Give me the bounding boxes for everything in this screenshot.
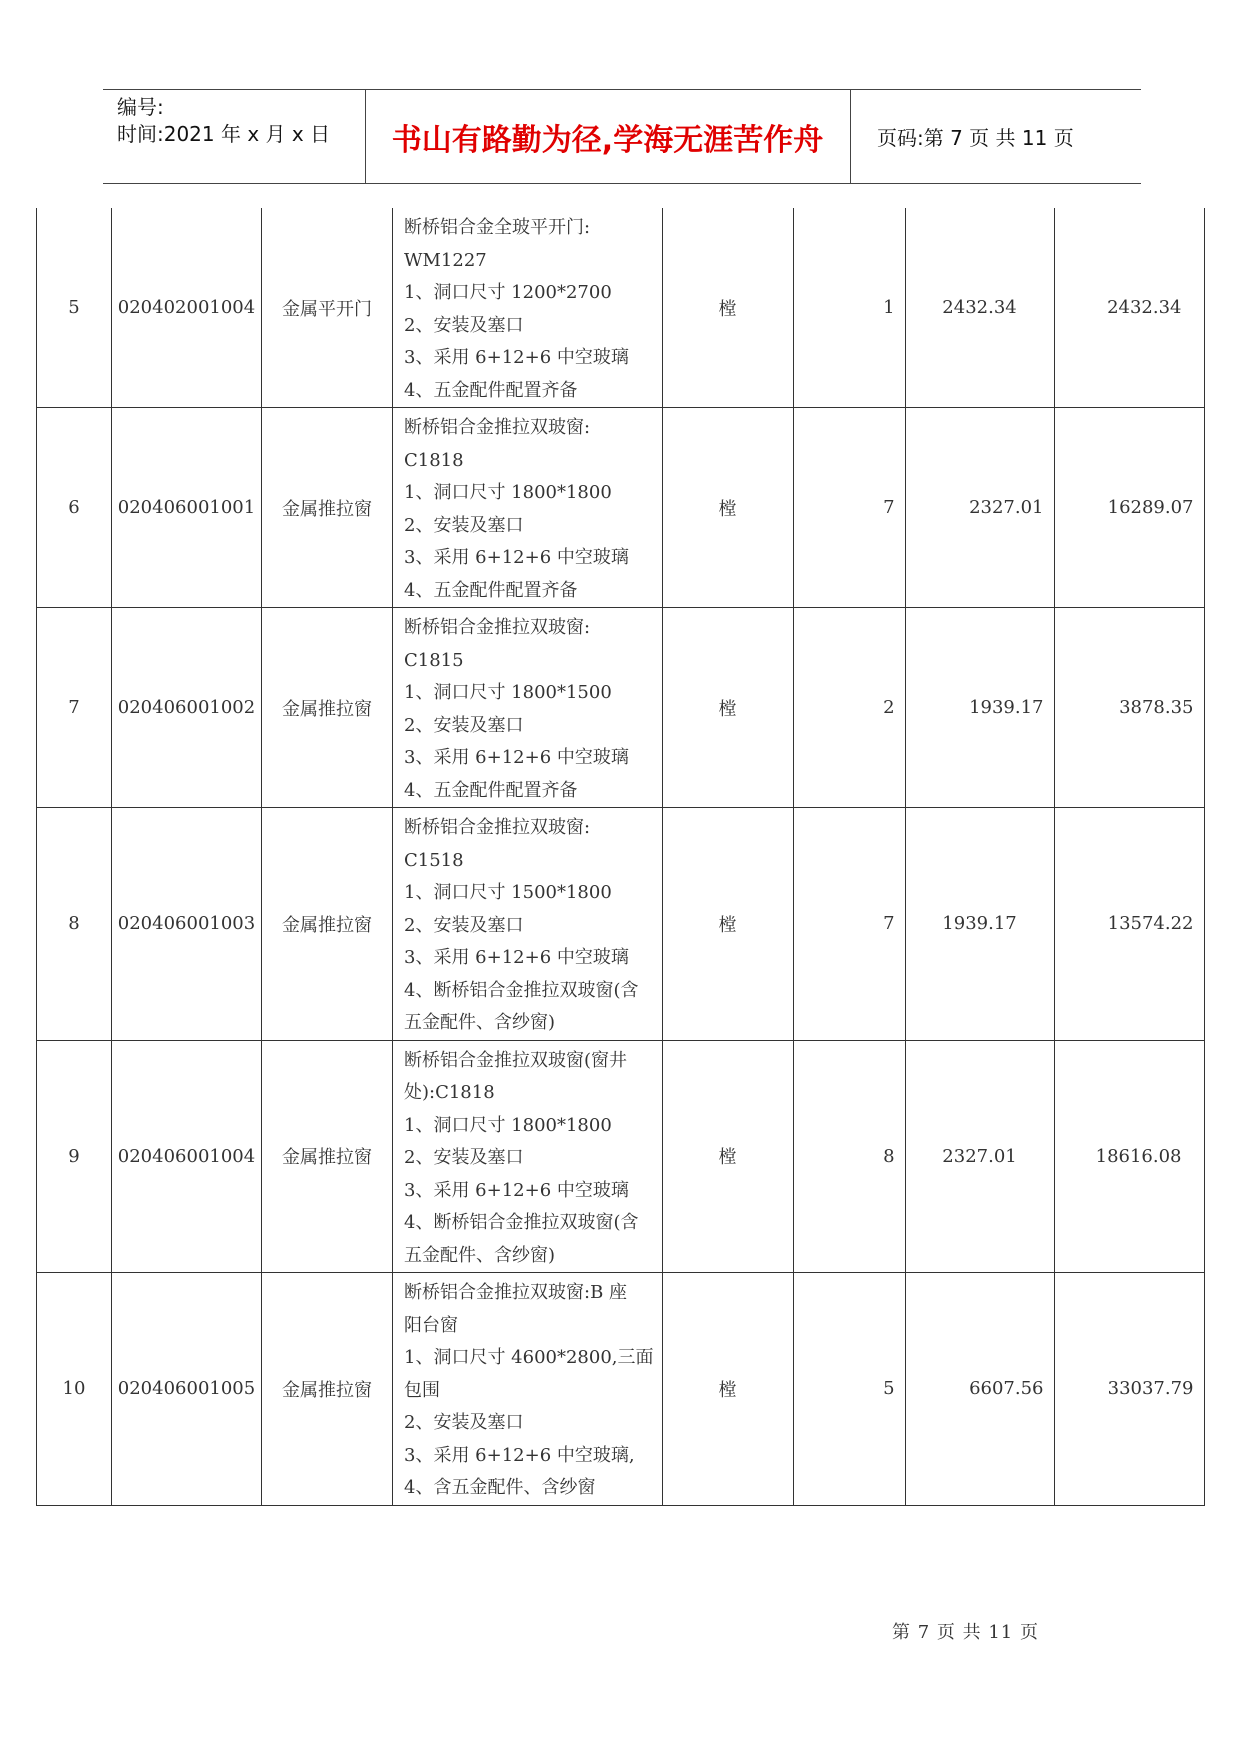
description-line: 4、断桥铝合金推拉双玻窗(含 [404, 979, 639, 1001]
description-line: 处):C1818 [404, 1082, 495, 1103]
description-line: 断桥铝合金推拉双玻窗: [404, 817, 591, 838]
description-line: 3、采用 6+12+6 中空玻璃 [404, 747, 629, 768]
description-line: 五金配件、含纱窗) [404, 1012, 556, 1033]
page-header [103, 89, 1141, 184]
description-line: 断桥铝合金全玻平开门: [404, 217, 591, 238]
item-quantity-cell: 2 [793, 608, 905, 808]
item-number-cell: 10 [37, 1273, 112, 1506]
item-code-cell: 020406001003 [112, 808, 262, 1041]
item-number-cell: 8 [37, 808, 112, 1041]
description-line: 阳台窗 [404, 1314, 458, 1336]
description-line: 1、洞口尺寸 1800*1800 [404, 1114, 612, 1136]
table-row [37, 208, 1205, 408]
description-line: 断桥铝合金推拉双玻窗: [404, 417, 591, 438]
item-code-cell: 020402001004 [112, 208, 262, 408]
description-line: 3、采用 6+12+6 中空玻璃 [404, 547, 629, 568]
item-number-cell: 6 [37, 408, 112, 608]
item-description-cell [393, 1040, 663, 1273]
table-body [37, 208, 1205, 1505]
item-name-cell: 金属推拉窗 [262, 408, 393, 608]
description-line: 4、含五金配件、含纱窗 [404, 1477, 596, 1498]
table-row [37, 608, 1205, 808]
description-line: 断桥铝合金推拉双玻窗:B 座 [404, 1282, 628, 1303]
description-line: 1、洞口尺寸 1800*1800 [404, 482, 612, 503]
item-number-cell: 5 [37, 208, 112, 408]
description-line: 1、洞口尺寸 1200*2700 [404, 282, 612, 303]
item-description-cell [393, 1273, 663, 1506]
item-name-cell: 金属推拉窗 [262, 1273, 393, 1506]
item-total-cell: 16289.07 [1054, 408, 1204, 608]
description-line: 1、洞口尺寸 1500*1800 [404, 882, 612, 903]
description-line: 2、安装及塞口 [404, 914, 524, 936]
item-code-cell: 020406001001 [112, 408, 262, 608]
description-line: 2、安装及塞口 [404, 514, 524, 536]
item-description-cell [393, 408, 663, 608]
item-name-cell: 金属推拉窗 [262, 1040, 393, 1273]
item-unit-price-cell: 1939.17 [905, 608, 1054, 808]
table-row [37, 808, 1205, 1041]
item-code-cell: 020406001004 [112, 1040, 262, 1273]
item-quantity-cell: 7 [793, 408, 905, 608]
item-unit-price-cell: 6607.56 [905, 1273, 1054, 1506]
table-row [37, 1040, 1205, 1273]
item-total-cell: 18616.08 [1054, 1040, 1204, 1273]
item-unit-cell: 樘 [662, 1040, 793, 1273]
description-line: 3、采用 6+12+6 中空玻璃, [404, 1444, 635, 1466]
item-quantity-cell: 5 [793, 1273, 905, 1506]
item-name-cell: 金属推拉窗 [262, 808, 393, 1041]
description-line: 2、安装及塞口 [404, 1412, 524, 1433]
header-page-number: 页码:第 7 页 共 11 页 [877, 126, 1074, 150]
description-line: 2、安装及塞口 [404, 1147, 524, 1168]
description-line: C1818 [404, 449, 464, 471]
description-line: 1、洞口尺寸 1800*1500 [404, 682, 612, 703]
item-unit-price-cell: 1939.17 [905, 808, 1054, 1041]
item-code-cell: 020406001005 [112, 1273, 262, 1506]
description-line: 2、安装及塞口 [404, 314, 524, 336]
item-unit-cell: 樘 [662, 608, 793, 808]
item-description-cell [393, 808, 663, 1041]
item-total-cell: 3878.35 [1054, 608, 1204, 808]
item-unit-cell: 樘 [662, 208, 793, 408]
description-line: 1、洞口尺寸 4600*2800,三面 [404, 1347, 654, 1368]
item-number-cell: 7 [37, 608, 112, 808]
item-unit-price-cell: 2327.01 [905, 1040, 1054, 1273]
item-code-cell: 020406001002 [112, 608, 262, 808]
item-unit-cell: 樘 [662, 808, 793, 1041]
description-line: 3、采用 6+12+6 中空玻璃 [404, 347, 629, 368]
item-quantity-cell: 1 [793, 208, 905, 408]
item-unit-cell: 樘 [662, 408, 793, 608]
item-description-cell [393, 608, 663, 808]
description-line: 4、五金配件配置齐备 [404, 379, 578, 401]
item-total-cell: 33037.79 [1054, 1273, 1204, 1506]
item-name-cell: 金属推拉窗 [262, 608, 393, 808]
description-line: 4、五金配件配置齐备 [404, 579, 578, 601]
description-line: 2、安装及塞口 [404, 714, 524, 736]
header-motto: 书山有路勤为径,学海无涯苦作舟 [391, 122, 824, 158]
item-name-cell: 金属平开门 [262, 208, 393, 408]
description-line: 3、采用 6+12+6 中空玻璃 [404, 947, 629, 968]
description-line: 断桥铝合金推拉双玻窗(窗井 [404, 1049, 628, 1071]
bill-of-quantities-table [36, 208, 1205, 1506]
description-line: C1815 [404, 649, 464, 671]
description-line: 4、断桥铝合金推拉双玻窗(含 [404, 1212, 639, 1233]
item-number-cell: 9 [37, 1040, 112, 1273]
page-footer: 第 7 页 共 11 页 [892, 1622, 1039, 1643]
description-line: 3、采用 6+12+6 中空玻璃 [404, 1179, 629, 1201]
header-meta [117, 94, 330, 148]
item-total-cell: 13574.22 [1054, 808, 1204, 1041]
item-description-cell [393, 208, 663, 408]
description-line: C1518 [404, 849, 464, 871]
item-total-cell: 2432.34 [1054, 208, 1204, 408]
serial-label: 编号: [117, 95, 164, 119]
description-line: 断桥铝合金推拉双玻窗: [404, 617, 591, 638]
time-label: 时间:2021 年 x 月 x 日 [117, 122, 331, 146]
description-line: 五金配件、含纱窗) [404, 1244, 556, 1266]
description-line: WM1227 [404, 249, 487, 271]
table-row [37, 408, 1205, 608]
item-unit-price-cell: 2327.01 [905, 408, 1054, 608]
item-quantity-cell: 7 [793, 808, 905, 1041]
item-unit-price-cell: 2432.34 [905, 208, 1054, 408]
description-line: 包围 [404, 1379, 440, 1401]
description-line: 4、五金配件配置齐备 [404, 779, 578, 801]
table-row [37, 1273, 1205, 1506]
header-divider [850, 90, 851, 183]
item-quantity-cell: 8 [793, 1040, 905, 1273]
item-unit-cell: 樘 [662, 1273, 793, 1506]
